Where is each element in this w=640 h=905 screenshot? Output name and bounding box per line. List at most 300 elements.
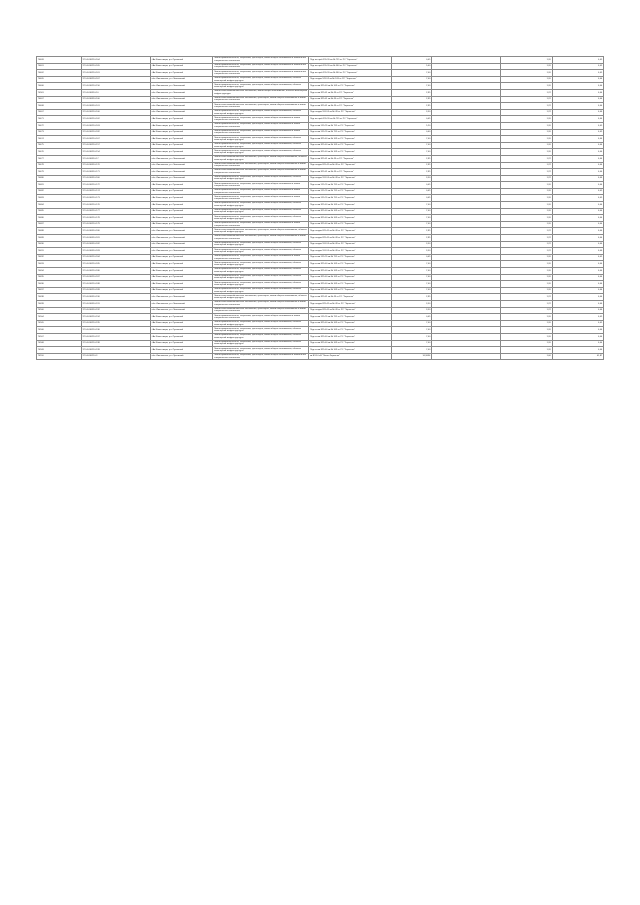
cell-share: 1,22 [501, 162, 552, 169]
cell-address: Под истов 825-40 кв.№ 109 от РС "Заречное" [309, 221, 392, 228]
cell-tax: 0,04 [552, 215, 603, 222]
cell-address: Под истов 555-55 кв.№ 755 от РС "Заречное" [309, 254, 392, 261]
cell-share: 1,22 [501, 228, 552, 235]
cell-owner: обл. Ивановская, р-н Лежневский [150, 175, 213, 182]
cell-permitted-use: Земли промышленности, энергетики, транспорта, земли общего пользования, объекты инженерной инфраструктуры [213, 136, 309, 143]
cell-permitted-use: Земли промышленности, энергетики, транспорта, земли общего пользования и земли специального назначения [213, 188, 309, 195]
cell-reg-number: 74475 [37, 142, 82, 149]
cell-blank [432, 221, 501, 228]
cell-permitted-use: Земли сельскохозяйственного назначения, транспорта, земли общего пользования, объекты инженерной инфраструктуры [213, 155, 309, 162]
cell-blank [432, 327, 501, 334]
cell-reg-number: 74484 [37, 202, 82, 209]
table-body [37, 57, 604, 360]
cell-area: 0,45 [391, 116, 431, 123]
cell-tax: 0,04 [552, 83, 603, 90]
cell-cadastral-number: 37:14:030310:17 [81, 155, 150, 162]
cell-address: Под истов 825-40 кв.№ 109 от РС "Заречное" [309, 149, 392, 156]
cell-cadastral-number: 37:14:030310:183 [81, 248, 150, 255]
cell-owner: «Ак Инвестиции, р-н Луневский [150, 327, 213, 334]
table-row [37, 235, 604, 242]
cell-owner: обл. Ивановская, р-н Лежневский [150, 248, 213, 255]
cell-reg-number: 74487 [37, 221, 82, 228]
cell-permitted-use: Земли промышленности, энергетики, транспорта, земли общего пользования и земли иного специального назначения [213, 353, 309, 360]
cell-reg-number: 74496 [37, 281, 82, 288]
land-registry-table [36, 56, 604, 360]
cell-tax: 0,04 [552, 294, 603, 301]
cell-tax: 0,04 [552, 333, 603, 340]
cell-address: Под плодов 825-41 кв.№ 49 от РС "Заречное" [309, 300, 392, 307]
cell-permitted-use: Земли сельскохозяйственного назначения, транспорта, земли общего пользования и земли специального назначения [213, 300, 309, 307]
cell-tax: 0,04 [552, 235, 603, 242]
cell-blank [432, 208, 501, 215]
cell-tax: 0,04 [552, 169, 603, 176]
cell-owner: обл. Ивановская, р-н Лежневский [150, 162, 213, 169]
cell-owner: «Ак Инвестиции, р-н Луневский [150, 254, 213, 261]
cell-blank [432, 83, 501, 90]
cell-address: Под плодов 825-41 кв.№ 49 от РС "Заречное" [309, 307, 392, 314]
cell-reg-number: 74508 [37, 340, 82, 347]
table-row [37, 162, 604, 169]
cell-address: Под истов 825-40 кв.№ 109 от РС "Заречное" [309, 327, 392, 334]
cell-reg-number: 74486 [37, 215, 82, 222]
table-row [37, 353, 604, 360]
cell-share: 1,20 [501, 142, 552, 149]
cell-share: 1,20 [501, 281, 552, 288]
cell-tax: 0,04 [552, 228, 603, 235]
cell-blank [432, 63, 501, 70]
cell-permitted-use: Земли промышленности, энергетики, транспорта, земли общего пользования и земли специального назначения [213, 116, 309, 123]
cell-blank [432, 109, 501, 116]
cell-tax: 0,05 [552, 122, 603, 129]
cell-area: 7,00 [391, 83, 431, 90]
cell-reg-number: 74499 [37, 300, 82, 307]
cell-share: 1,22 [501, 103, 552, 110]
cell-area: 2,95 [391, 228, 431, 235]
cell-reg-number: 74481 [37, 182, 82, 189]
cell-permitted-use: Земли промышленности, энергетики, транспорта, земли общего пользования, объекты инженерной инфраструктуры [213, 347, 309, 354]
cell-reg-number: 74510 [37, 353, 82, 360]
cell-area: 0,45 [391, 182, 431, 189]
cell-tax: 0,05 [552, 129, 603, 136]
cell-blank [432, 228, 501, 235]
cell-cadastral-number: 37:14:030210:197 [81, 333, 150, 340]
cell-cadastral-number: 37:14:030210:167 [81, 136, 150, 143]
cell-reg-number: 74407 [37, 109, 82, 116]
cell-blank [432, 254, 501, 261]
cell-blank [432, 300, 501, 307]
cell-address: Под истов 825-40 кв.№ 109 от РС "Заречное" [309, 142, 392, 149]
cell-cadastral-number: 37:14:030210:176 [81, 202, 150, 209]
table-row [37, 109, 604, 116]
cell-blank [432, 274, 501, 281]
cell-share: 1,20 [501, 116, 552, 123]
cell-address: Под плодов 555-55 кв.№ 49 от РС "Заречное" [309, 175, 392, 182]
cell-cadastral-number: 37:14:030210:167 [81, 76, 150, 83]
cell-owner: обл. Ивановская, р-н Лежневский [150, 169, 213, 176]
cell-blank [432, 195, 501, 202]
cell-permitted-use: Земли промышленности, энергетики, транспорта, земли общего пользования, объекты инженерной инфраструктуры [213, 149, 309, 156]
cell-area: 2,95 [391, 169, 431, 176]
table-row [37, 76, 604, 83]
cell-permitted-use: Земли промышленности, энергетики, транспорта, земли общего пользования, объекты инженерной инфраструктуры [213, 208, 309, 215]
table-row [37, 320, 604, 327]
cell-reg-number: 74482 [37, 188, 82, 195]
cell-blank [432, 320, 501, 327]
cell-cadastral-number: 37:14:030210:199 [81, 347, 150, 354]
cell-owner: «Ак Инвестиции, р-н Луневский [150, 70, 213, 77]
cell-address: Под истов 555-55 кв.№ 755 от РС "Заречное" [309, 129, 392, 136]
cell-owner: «Ак Инвестиции, р-н Луневский [150, 142, 213, 149]
cell-permitted-use: Земли промышленности, энергетики, транспорта, земли общего пользования и земли иного специального назначения [213, 63, 309, 70]
cell-cadastral-number: 37:14:030310:160 [81, 175, 150, 182]
cell-share: 1,20 [501, 202, 552, 209]
cell-tax: 0,04 [552, 268, 603, 275]
table-row [37, 307, 604, 314]
table-row [37, 202, 604, 209]
cell-area: 0,45 [391, 195, 431, 202]
cell-tax: 0,46 [552, 300, 603, 307]
table-row [37, 136, 604, 143]
cell-reg-number: 74402 [37, 70, 82, 77]
cell-area: 2,95 [391, 155, 431, 162]
cell-share: 1,20 [501, 122, 552, 129]
cell-tax: 0,04 [552, 182, 603, 189]
cell-permitted-use: Земли сельскохозяйственного назначения, транспорта, земли общего пользования, объекты инженерной инфраструктуры [213, 294, 309, 301]
cell-address: Под застрой 555-55 кв.№ 560 от РС "Заречное" [309, 63, 392, 70]
cell-cadastral-number: 37:14:030210:184 [81, 254, 150, 261]
cell-address: Под истов 825-40 кв.№ 109 от РС "Заречное" [309, 208, 392, 215]
cell-share: 1,20 [501, 83, 552, 90]
cell-tax: 0,04 [552, 76, 603, 83]
cell-address: Под истов 825-40 кв.№ 109 от РС "Заречное" [309, 340, 392, 347]
cell-area: 10,9034 [391, 353, 431, 360]
cell-tax: 0,04 [552, 136, 603, 143]
cell-blank [432, 169, 501, 176]
cell-address: Под истов 555-55 кв.№ 755 от РС "Заречное" [309, 182, 392, 189]
cell-permitted-use: Земли промышленности, энергетики, транспорта, земли общего пользования, объекты инженерной инфраструктуры [213, 83, 309, 90]
cell-tax: 0,05 [552, 320, 603, 327]
cell-cadastral-number: 37:14:030210:3 [81, 353, 150, 360]
table-row [37, 188, 604, 195]
cell-address: Под истов 825-41 кв.№ 49 от РС "Заречное" [309, 89, 392, 96]
cell-address: Под истов 555-55 кв.№ 755 от РС "Заречное" [309, 195, 392, 202]
cell-permitted-use: Земли промышленности, энергетики, транспорта, земли общего пользования и земли специального назначения [213, 129, 309, 136]
cell-reg-number: 74506 [37, 327, 82, 334]
cell-blank [432, 70, 501, 77]
cell-area: 2,95 [391, 235, 431, 242]
cell-share: 1,22 [501, 300, 552, 307]
cell-share: 1,20 [501, 70, 552, 77]
cell-cadastral-number: 37:14:030310:101 [81, 103, 150, 110]
cell-cadastral-number: 37:14:030210:157 [81, 142, 150, 149]
cell-share: 1,20 [501, 320, 552, 327]
cell-reg-number: 74495 [37, 274, 82, 281]
cell-tax: 0,05 [552, 188, 603, 195]
cell-tax: 0,04 [552, 89, 603, 96]
cell-area: 3,50 [391, 241, 431, 248]
cell-reg-number: 74504 [37, 314, 82, 321]
cell-tax: 0,05 [552, 70, 603, 77]
cell-share: 1,22 [501, 294, 552, 301]
cell-tax: 0,04 [552, 274, 603, 281]
cell-permitted-use: Земли промышленности, энергетики, транспорта, земли общего пользования, объекты инженерной инфраструктуры [213, 268, 309, 275]
cell-tax: 0,04 [552, 155, 603, 162]
cell-owner: обл. Ивановская, р-н Лежневский [150, 83, 213, 90]
cell-blank [432, 175, 501, 182]
cell-blank [432, 235, 501, 242]
cell-permitted-use: Земли промышленности, энергетики, транспорта, земли общего пользования и земли специального назначения [213, 182, 309, 189]
table-row [37, 340, 604, 347]
cell-owner: обл. Ивановская, р-н Лежневский [150, 89, 213, 96]
cell-reg-number: 74474 [37, 136, 82, 143]
cell-tax: 0,05 [552, 63, 603, 70]
cell-share: 1,22 [501, 89, 552, 96]
table-row [37, 241, 604, 248]
cell-address: Под застрой 555-55 кв.№ 755 от РС "Заречное" [309, 116, 392, 123]
table-row [37, 327, 604, 334]
cell-permitted-use: Земли промышленности, энергетики, транспорта, земли общего пользования и земли специального назначения [213, 314, 309, 321]
cell-area: 2,95 [391, 103, 431, 110]
cell-reg-number: 74409 [37, 57, 82, 64]
cell-blank [432, 261, 501, 268]
cell-permitted-use: Земли промышленности, энергетики, транспорта, земли общего пользования, объекты инженерной инфраструктуры [213, 202, 309, 209]
cell-address: Под истов 825-40 кв.№ 109 от РС "Заречное" [309, 347, 392, 354]
cell-tax: 0,46 [552, 248, 603, 255]
cell-permitted-use: Земли промышленности, энергетики, транспорта, земли общего пользования, объекты инженерной инфраструктуры [213, 327, 309, 334]
cell-area: 3,50 [391, 175, 431, 182]
cell-address: Под истов 555-55 кв.№ 755 от РС "Заречное" [309, 188, 392, 195]
table-row [37, 169, 604, 176]
cell-reg-number: 74483 [37, 195, 82, 202]
cell-share: 1,20 [501, 261, 552, 268]
cell-cadastral-number: 37:14:030310:182 [81, 241, 150, 248]
cell-share: 1,20 [501, 149, 552, 156]
cell-area: 7,00 [391, 333, 431, 340]
cell-permitted-use: Земли сельскохозяйственного назначения, транспорта, земли общего пользования и земли специального назначения [213, 96, 309, 103]
cell-share: 1,22 [501, 248, 552, 255]
cell-area: 0,45 [391, 314, 431, 321]
cell-address: Под истов 825-41 кв.№ 49 от РС "Заречное" [309, 96, 392, 103]
cell-tax: 0,04 [552, 281, 603, 288]
cell-address: Под плодов 825-41 кв.№ 49 от РС "Заречное" [309, 235, 392, 242]
cell-reg-number: 74408 [37, 103, 82, 110]
cell-reg-number: 74472 [37, 122, 82, 129]
cell-share: 1,20 [501, 333, 552, 340]
cell-area: 7,00 [391, 287, 431, 294]
cell-cadastral-number: 37:14:030210:163 [81, 122, 150, 129]
cell-permitted-use: Земли промышленности, энергетики, транспорта, земли общего пользования, объекты инженерной инфраструктуры [213, 281, 309, 288]
cell-area: 5,20 [391, 122, 431, 129]
cell-address: Под плодов 525-52 кв.№ 109 от РС "Заречное" [309, 76, 392, 83]
cell-blank [432, 76, 501, 83]
cell-cadastral-number: 37:14:030210:172 [81, 182, 150, 189]
table-row [37, 70, 604, 77]
cell-owner: обл. Ивановская, р-н Лежневский [150, 235, 213, 242]
cell-share: 1,20 [501, 327, 552, 334]
cell-area: 7,00 [391, 268, 431, 275]
cell-blank [432, 122, 501, 129]
cell-permitted-use: Земли промышленности, энергетики, транспорта, земли общего пользования, объекты инженерной инфраструктуры [213, 109, 309, 116]
cell-permitted-use: Земли промышленности, энергетики, транспорта, земли общего пользования, объекты инженерной инфраструктуры [213, 241, 309, 248]
cell-owner: «Ак Инвестиции, р-н Луневский [150, 314, 213, 321]
cell-owner: «Ак Инвестиции, р-н Луневский [150, 274, 213, 281]
table-row [37, 142, 604, 149]
cell-owner: обл. Ивановская, р-н Луневский [150, 353, 213, 360]
cell-cadastral-number: 37:14:030210:173 [81, 195, 150, 202]
cell-cadastral-number: 37:14:030210:179 [81, 221, 150, 228]
cell-blank [432, 116, 501, 123]
cell-tax: 0,04 [552, 208, 603, 215]
cell-reg-number: 74489 [37, 235, 82, 242]
table-row [37, 215, 604, 222]
cell-share: 1,20 [501, 195, 552, 202]
cell-cadastral-number: 37:14:030310:10 [81, 89, 150, 96]
table-row [37, 274, 604, 281]
cell-share: 1,22 [501, 307, 552, 314]
cell-share: 1,22 [501, 241, 552, 248]
table-row [37, 314, 604, 321]
cell-owner: «Ак Инвестиции, р-н Луневский [150, 195, 213, 202]
table-row [37, 57, 604, 64]
cell-reg-number: 74485 [37, 208, 82, 215]
cell-reg-number: 74473 [37, 129, 82, 136]
cell-share: 1,20 [501, 188, 552, 195]
cell-cadastral-number: 37:14:030210:194 [81, 314, 150, 321]
cell-reg-number: 74406 [37, 83, 82, 90]
cell-permitted-use: Земли сельскохозяйственного назначения, транспорта, земли общего пользования и земли специального назначения [213, 162, 309, 169]
cell-owner: «Ак Инвестиции, р-н Луневский [150, 215, 213, 222]
cell-tax: 0,05 [552, 195, 603, 202]
cell-cadastral-number: 37:14:030210:177 [81, 208, 150, 215]
cell-address: Под истов 825-40 кв.№ 109 от РС "Заречное" [309, 268, 392, 275]
table-row [37, 254, 604, 261]
cell-area: 3,50 [391, 307, 431, 314]
table-row [37, 248, 604, 255]
cell-area: 7,00 [391, 136, 431, 143]
cell-area: 7,00 [391, 142, 431, 149]
cell-blank [432, 129, 501, 136]
cell-blank [432, 268, 501, 275]
table-row [37, 294, 604, 301]
cell-share: 1,20 [501, 347, 552, 354]
cell-share: 1,20 [501, 129, 552, 136]
cell-owner: обл. Ивановская, р-н Лежневский [150, 307, 213, 314]
table-row [37, 89, 604, 96]
cell-address: Под истов 825-40 кв.№ 109 от РС "Заречное" [309, 320, 392, 327]
cell-permitted-use: Земли промышленности, энергетики, транспорта, земли общего пользования, объекты инженерной инфраструктуры [213, 274, 309, 281]
cell-cadastral-number: 37:14:030210:182 [81, 129, 150, 136]
cell-area: 7,00 [391, 327, 431, 334]
cell-reg-number: 74401 [37, 63, 82, 70]
cell-cadastral-number: 37:14:030210:196 [81, 327, 150, 334]
cell-cadastral-number: 37:14:030210:195 [81, 320, 150, 327]
cell-blank [432, 215, 501, 222]
cell-permitted-use: Земли сельскохозяйственного назначения, транспорта, земли общего пользования и земли специального назначения [213, 169, 309, 176]
cell-owner: обл. Ивановская, р-н Лежневский [150, 96, 213, 103]
cell-share: 1,20 [501, 63, 552, 70]
cell-area: 3,50 [391, 109, 431, 116]
cell-area: 7,40 [391, 76, 431, 83]
cell-tax: 0,05 [552, 57, 603, 64]
cell-address: Под плодов 555-55 кв.№ 49 от РС "Заречное" [309, 248, 392, 255]
cell-reg-number: 74479 [37, 169, 82, 176]
cell-permitted-use: Земли сельскохозяйственного назначения, транспорта, земли общего пользования и земли специального назначения [213, 103, 309, 110]
cell-share: 1,20 [501, 314, 552, 321]
cell-owner: «Ак Инвестиции, р-н Луневский [150, 281, 213, 288]
cell-cadastral-number: 37:14:030210:165 [81, 63, 150, 70]
cell-address: Под истов 555-55 кв.№ 755 от РС "Заречное" [309, 122, 392, 129]
cell-tax: 0,04 [552, 96, 603, 103]
cell-owner: обл. Ивановская, р-н Лежневский [150, 228, 213, 235]
cell-permitted-use: Земли промышленности, энергетики, транспорта, земли общего пользования и земли специального назначения [213, 221, 309, 228]
cell-address: Под истов 825-40 кв.№ 109 от РС "Заречное" [309, 281, 392, 288]
cell-blank [432, 149, 501, 156]
cell-tax: 0,04 [552, 162, 603, 169]
table-row [37, 149, 604, 156]
cell-cadastral-number: 37:14:030310:192 [81, 307, 150, 314]
cell-blank [432, 281, 501, 288]
cell-cadastral-number: 37:14:030210:187 [81, 274, 150, 281]
cell-tax: 0,46 [552, 175, 603, 182]
cell-tax: 0,04 [552, 202, 603, 209]
cell-area: 2,95 [391, 162, 431, 169]
cell-tax: 0,04 [552, 261, 603, 268]
cell-owner: «Ак Инвестиции, р-н Луневский [150, 202, 213, 209]
cell-owner: «Ак Инвестиции, р-н Луневский [150, 57, 213, 64]
table-row [37, 195, 604, 202]
table-row [37, 175, 604, 182]
cell-area: 0,45 [391, 188, 431, 195]
cell-owner: обл. Ивановская, р-н Лежневский [150, 109, 213, 116]
cell-owner: «Ак Инвестиции, р-н Луневский [150, 129, 213, 136]
cell-share: 1,20 [501, 287, 552, 294]
cell-reg-number: 74405 [37, 76, 82, 83]
cell-reg-number: 74480 [37, 175, 82, 182]
cell-reg-number: 74407 [37, 96, 82, 103]
cell-area: 7,00 [391, 208, 431, 215]
cell-share: 1,20 [501, 340, 552, 347]
cell-tax: 0,04 [552, 347, 603, 354]
cell-address: Под истов 825-40 кв.№ 109 от РС "Заречное" [309, 287, 392, 294]
cell-permitted-use: Земли промышленности, энергетики, транспорта, земли общего пользования и земли специального назначения [213, 195, 309, 202]
cell-tax: 0,04 [552, 287, 603, 294]
table-row [37, 287, 604, 294]
cell-blank [432, 182, 501, 189]
table-row [37, 83, 604, 90]
table-row [37, 116, 604, 123]
table-row [37, 221, 604, 228]
cell-blank [432, 188, 501, 195]
cell-cadastral-number: 37:14:030210:156 [81, 83, 150, 90]
cell-cadastral-number: 37:14:030310:170 [81, 162, 150, 169]
cell-owner: «Ак Инвестиции, р-н Луневский [150, 63, 213, 70]
cell-area: 2,95 [391, 89, 431, 96]
cell-address: Под плодов 825-41 кв.№ 49 от РС "Заречное" [309, 162, 392, 169]
cell-cadastral-number: 37:14:030210:100 [81, 109, 150, 116]
cell-cadastral-number: 37:14:030210:185 [81, 261, 150, 268]
cell-cadastral-number: 37:14:030210:164 [81, 57, 150, 64]
cell-address: Под истов 825-40 кв.№ 109 от РС "Заречное" [309, 215, 392, 222]
cell-area: 7,00 [391, 221, 431, 228]
table-row [37, 281, 604, 288]
cell-tax: 0,46 [552, 109, 603, 116]
cell-reg-number: 74507 [37, 333, 82, 340]
cell-address: Под истов 825-40 кв.№ 109 от РС "Заречное" [309, 136, 392, 143]
cell-cadastral-number: 37:14:030210:162 [81, 116, 150, 123]
cell-blank [432, 347, 501, 354]
cell-blank [432, 136, 501, 143]
cell-permitted-use: Земли промышленности, энергетики, транспорта, земли общего пользования, объекты инженерной инфраструктуры [213, 215, 309, 222]
